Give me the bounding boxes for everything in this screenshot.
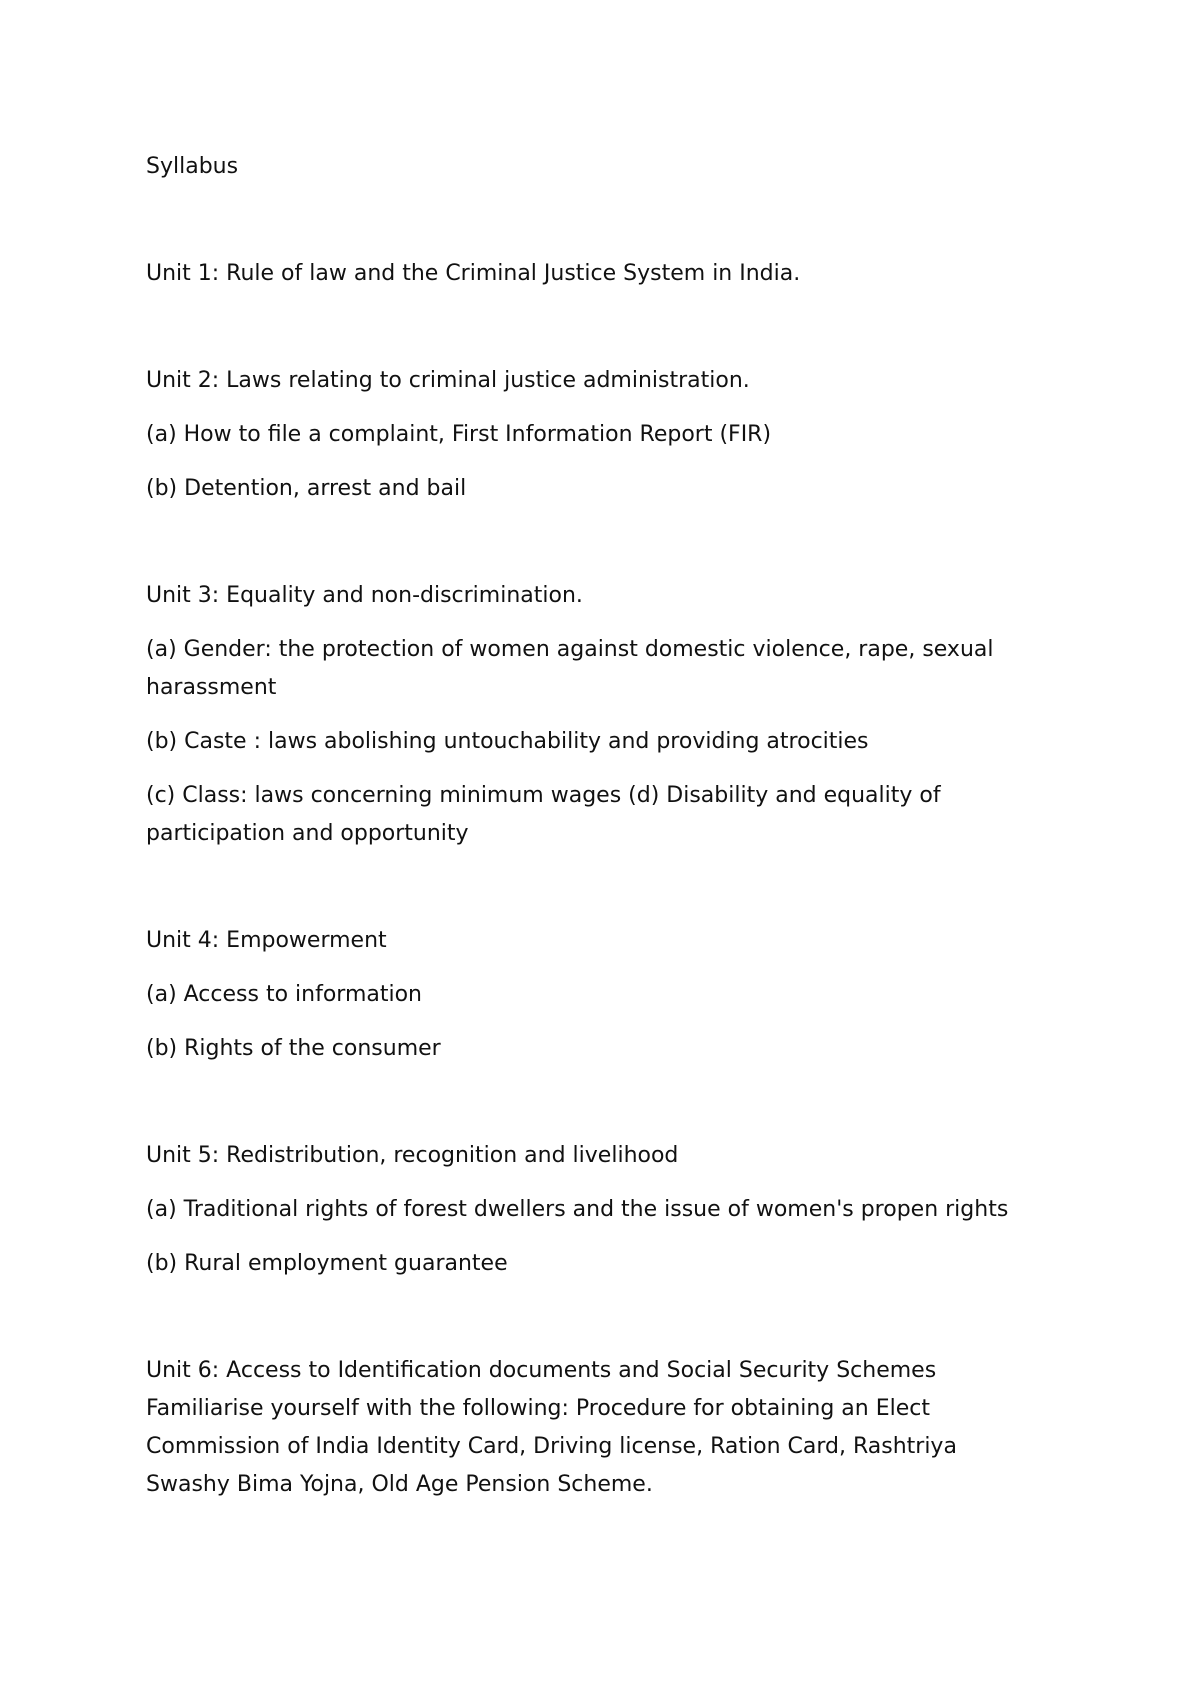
unit-3-item-c-line-2: participation and opportunity [146,821,469,846]
unit-6-line-4: Swashy Bima Yojna, Old Age Pension Scheme. [146,1472,653,1497]
unit-4-item-a: (a) Access to information [146,982,422,1007]
unit-2-heading: Unit 2: Laws relating to criminal justice administration. [146,368,750,393]
unit-3-heading: Unit 3: Equality and non-discrimination. [146,583,583,608]
unit-4-heading: Unit 4: Empowerment [146,928,387,953]
unit-1-heading: Unit 1: Rule of law and the Criminal Justice System in India. [146,261,801,286]
unit-2-item-a: (a) How to file a complaint, First Information Report (FIR) [146,422,772,447]
unit-3-item-c-line-1: (c) Class: laws concerning minimum wages (d) Disability and equality of [146,783,941,808]
unit-5-item-b: (b) Rural employment guarantee [146,1251,508,1276]
unit-5-heading: Unit 5: Redistribution, recognition and livelihood [146,1143,679,1168]
unit-6-line-3: Commission of India Identity Card, Driving license, Ration Card, Rashtriya [146,1434,957,1459]
unit-3-item-b: (b) Caste : laws abolishing untouchability and providing atrocities [146,729,869,754]
unit-3-item-c [146,777,1066,853]
unit-3-item-a [146,631,1066,707]
document-body [146,148,1066,1504]
unit-3-item-a-line-1: (a) Gender: the protection of women against domestic violence, rape, sexual [146,637,994,662]
unit-2-item-b: (b) Detention, arrest and bail [146,476,467,501]
unit-6-paragraph [146,1352,1066,1504]
document-title: Syllabus [146,154,239,179]
unit-4-item-b: (b) Rights of the consumer [146,1036,441,1061]
unit-6-line-2: Familiarise yourself with the following: Procedure for obtaining an Elect [146,1396,930,1421]
unit-5-item-a: (a) Traditional rights of forest dwellers and the issue of women's propen rights [146,1197,1009,1222]
unit-6-line-1: Unit 6: Access to Identification documents and Social Security Schemes [146,1358,937,1383]
unit-3-item-a-line-2: harassment [146,675,277,700]
